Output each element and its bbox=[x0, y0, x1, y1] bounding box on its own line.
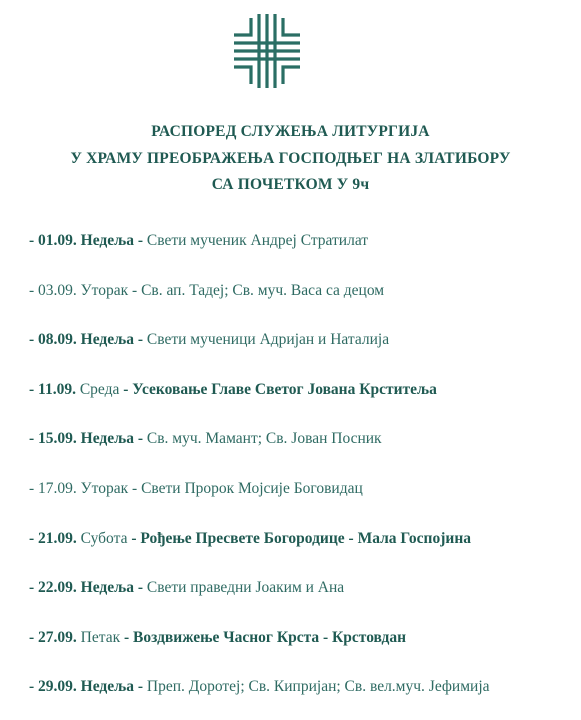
row-feast: Свети мученици Адријан и Наталија bbox=[146, 331, 390, 349]
row-feast: Св. муч. Мамант; Св. Јован Посник bbox=[146, 430, 382, 448]
cross-emblem-icon bbox=[232, 12, 302, 90]
row-feast: Рођење Пресвете Богородице - Мала Госпојина bbox=[140, 529, 471, 547]
row-date: 01.09. bbox=[38, 232, 77, 249]
schedule-row bbox=[29, 282, 574, 300]
row-separator: - bbox=[133, 331, 147, 349]
row-separator: - bbox=[128, 281, 142, 299]
title-line-3: СА ПОЧЕТКОМ У 9ч bbox=[211, 176, 370, 193]
row-separator: - bbox=[120, 628, 134, 646]
schedule-row bbox=[29, 232, 574, 250]
row-feast: Усековање Главе Светог Јована Крститеља bbox=[132, 380, 437, 398]
row-feast: Свети Пророк Мојсије Боговидац bbox=[141, 480, 363, 497]
row-dash: - bbox=[29, 430, 39, 448]
row-day: Уторак bbox=[80, 281, 129, 299]
row-feast: Св. ап. Тадеј; Св. муч. Васа са децом bbox=[141, 281, 385, 299]
row-separator: - bbox=[133, 430, 147, 448]
row-dash: - bbox=[29, 380, 39, 398]
row-dash: - bbox=[29, 480, 39, 497]
row-date: 27.09. bbox=[38, 628, 77, 646]
row-feast: Свети мученик Андреј Стратилат bbox=[146, 232, 369, 249]
row-date: 03.09. bbox=[38, 281, 77, 299]
row-dash: - bbox=[29, 232, 39, 249]
row-dash: - bbox=[29, 628, 39, 646]
row-separator: - bbox=[128, 480, 142, 497]
row-separator: - bbox=[133, 579, 147, 597]
row-date: 17.09. bbox=[38, 480, 77, 497]
title-line-1: РАСПОРЕД СЛУЖЕЊА ЛИТУРГИЈА bbox=[151, 123, 430, 140]
row-date: 15.09. bbox=[38, 430, 77, 448]
row-day: Недеља bbox=[80, 331, 134, 349]
row-dash: - bbox=[29, 579, 39, 597]
row-day: Уторак bbox=[80, 480, 129, 497]
row-dash: - bbox=[29, 678, 39, 696]
schedule-row bbox=[29, 430, 574, 448]
schedule-row bbox=[29, 331, 574, 349]
row-dash: - bbox=[29, 331, 39, 349]
row-separator: - bbox=[127, 529, 141, 547]
row-date: 11.09. bbox=[38, 380, 76, 398]
row-day: Петак bbox=[80, 628, 121, 646]
row-feast: Свети праведни Јоаким и Ана bbox=[146, 579, 345, 597]
row-day: Среда bbox=[79, 380, 120, 398]
row-date: 29.09. bbox=[38, 678, 77, 696]
schedule-row bbox=[29, 579, 574, 597]
row-date: 22.09. bbox=[38, 579, 77, 597]
schedule-row bbox=[29, 381, 574, 399]
row-day: Недеља bbox=[80, 430, 134, 448]
row-separator: - bbox=[119, 380, 133, 398]
row-day: Недеља bbox=[80, 232, 134, 249]
row-day: Недеља bbox=[80, 678, 134, 696]
schedule-row bbox=[29, 629, 574, 647]
row-day: Недеља bbox=[80, 579, 134, 597]
row-day: Субота bbox=[80, 529, 128, 547]
schedule-row bbox=[29, 480, 574, 498]
schedule-row bbox=[29, 678, 574, 696]
row-feast: Воздвижење Часног Крста - Крстовдан bbox=[133, 628, 407, 646]
row-date: 08.09. bbox=[38, 331, 77, 349]
row-separator: - bbox=[133, 232, 147, 249]
row-date: 21.09. bbox=[38, 529, 77, 547]
title-line-2: У ХРАМУ ПРЕОБРАЖЕЊА ГОСПОДЊЕГ НА ЗЛАТИБОРУ bbox=[70, 150, 511, 167]
schedule-row bbox=[29, 530, 574, 548]
row-dash: - bbox=[29, 281, 39, 299]
row-feast: Преп. Доротеј; Св. Кипријан; Св. вел.муч. Јефимија bbox=[146, 678, 490, 696]
row-separator: - bbox=[133, 678, 147, 696]
row-dash: - bbox=[29, 529, 39, 547]
